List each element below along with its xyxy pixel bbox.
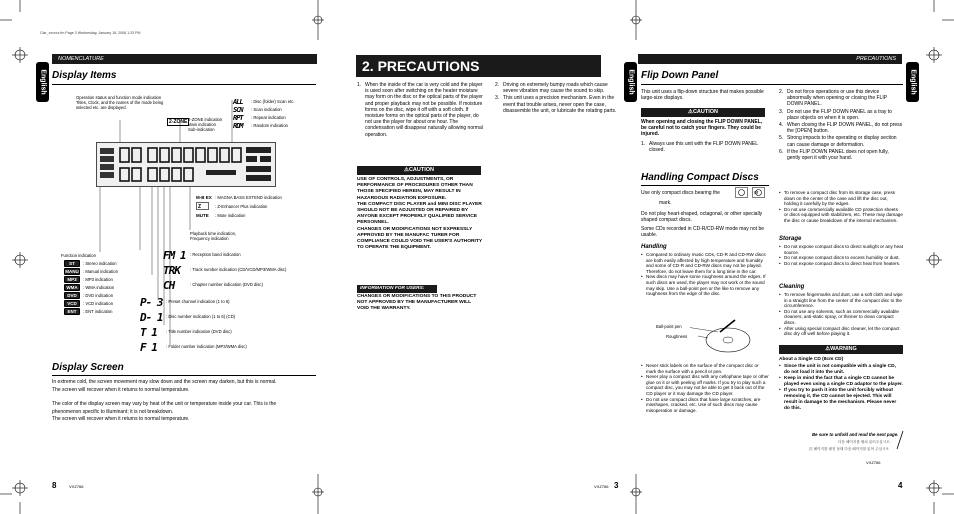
segment-glyph: F 1 [140, 341, 157, 354]
z-enhancer-label: : Z-Enhancer Plus indication [215, 204, 268, 209]
caution-label-right: ⚠CAUTION [641, 108, 765, 117]
warning-label: ⚠WARNING [779, 345, 903, 354]
precautions-banner [356, 55, 601, 77]
section-bar-nomenclature: NOMENCLATURE [52, 54, 317, 64]
segment-glyph: T 1 [140, 326, 157, 339]
mute-label: : Mute indication [215, 213, 246, 218]
list-item: 1. When the inside of the car is very cold and the player is used soon after switching on the heater moisture may form on the disc or the optical parts of the player and proper playback may not be possible. If moisture forms on the disc, wipe it off with a soft cloth. If moisture forms on the optical parts of the player, do not use the player for about one hour. The condensation will disappear naturally allowing normal operation. [357, 82, 483, 138]
divider [52, 84, 316, 85]
cleaning-subtitle: Cleaning [779, 284, 805, 290]
list-item: • If you try to push it into the unit forcibly without removing it, the CD cannot be ejected. This will result in damage to the mechanism. Please never do this. [779, 388, 903, 412]
status-callout: Operation status and function mode indication Titles, Clock, and the names of the mode being selected etc. are displayed. [76, 95, 164, 110]
list-item: 2. Driving on extremely bumpy roads which cause severe vibration may cause the sound to skip. [495, 82, 608, 95]
page-number-right: 4 [898, 481, 903, 490]
mark-text: mark. [659, 200, 672, 206]
footer-note: Be sure to unfold and read the next page. [812, 432, 899, 437]
caution-label-middle: ⚠CAUTION [357, 166, 481, 175]
language-tab-right-inner: English [624, 62, 637, 102]
divider [52, 375, 316, 376]
flip-down-list-col1 [641, 141, 767, 154]
mute-icon: MUTE [196, 213, 209, 218]
storage-subtitle: Storage [779, 236, 802, 242]
model-middle: VXZ766 [594, 484, 609, 489]
page-number-middle: 3 [614, 481, 619, 490]
single-cd-list [779, 364, 903, 412]
list-item: • Do not use compact discs that have large scratches, are misshapen, cracked, etc. Use of such discs may cause misoperation or damage. [641, 397, 769, 414]
disc-edge-diagram [690, 318, 760, 358]
display-items-title: Display Items [52, 70, 117, 81]
precautions-list-col2 [495, 82, 619, 115]
section-bar-precautions: PRECAUTIONS [638, 54, 902, 64]
handling-list [641, 252, 769, 297]
info-text: CHANGES OR MODIFICATIONS TO THIS PRODUCT NOT APPROVED BY THE MANUFACTURER WILL VOID THE WARRANTY. [357, 294, 477, 312]
flip-down-title: Flip Down Panel [641, 70, 719, 81]
segment-label: : Chapter number indication (DVD disc) [190, 282, 263, 287]
playback-label: Playback time indication, Frequency indication [190, 231, 237, 241]
precautions-list-col1 [357, 82, 485, 139]
unfold-arrow-icon [895, 430, 905, 450]
list-item: 5. Strong impacts to the operating or display section can cause damage or deformation. [779, 135, 897, 148]
zone-labels: 2-ZONE indication Main indication Sub-indication [188, 117, 223, 132]
flip-down-caution-text: When opening and closing the FLIP DOWN PANEL, be careful not to catch your fingers. They could be injured. [641, 119, 763, 138]
segment-label: : Disc number indication (1 to 6) (CD) [166, 314, 236, 319]
display-screen-title: Display Screen [52, 362, 124, 373]
handling-list-2 [641, 363, 769, 413]
flip-down-list-col2 [779, 89, 903, 162]
file-header: Clar_xxxxxx.fm Page 3 Wednesday, January 18, 2006 1:33 PM [40, 31, 141, 35]
list-item: • After using special compact disc cleaner, let the compact disc dry off well before playing it. [779, 326, 903, 337]
list-item: • To remove a compact disc from its storage case, press down on the center of the case and lift the disc out, holding it carefully by the edges. [779, 190, 903, 207]
model-right: VXZ766 [866, 460, 881, 465]
model-left: VXZ766 [69, 484, 84, 489]
page-number-left: 8 [52, 481, 57, 490]
list-item: • Never stick labels on the surface of the compact disc or mark the surface with a pencil or pen. [641, 363, 769, 374]
list-item: 3. Do not use the FLIP DOWN PANEL as a tray to place objects on when it is open. [779, 108, 892, 121]
display-screen-para1: In extreme cold, the screen movement may slow down and the screen may darken, but this is normal. The screen will recover when it returns to normal temperature. [52, 379, 277, 393]
list-item: 4. When closing the FLIP DOWN PANEL, do not press the [OPEN] button. [779, 122, 903, 135]
precautions-title: 2. PRECAUTIONS [362, 58, 480, 74]
segment-label: : Preset channel indication (1 to 6) [166, 299, 230, 304]
segment-glyph: FM 1 [163, 249, 186, 262]
list-item: • Do not expose compact discs to excess humidity or dust. [779, 255, 903, 261]
segment-label: : Folder number indication (MP3/WMA disc) [166, 344, 247, 349]
caution-text-middle: USE OF CONTROLS, ADJUSTMENTS, OR PERFORMANCE OF PROCEDURES OTHER THAN THOSE SPECIFIED HEREIN, MAY RESULT IN HAZARDOUS RADIATION EXPOSURE. THE COMPACT DISC PLAYER and MINI DISC PLAYER SHOULD NOT BE ADJUSTED OR REPAIRED BY ANYONE EXCEPT PROPERLY QUALIFIED SERVICE PERSONNEL. CHANGES OR MODIFICATIONS NOT EXPRESSLY APPROVED BY THE MANUFAC TURER FOR COMPLIANCE COULD VOID THE USER'S AUTHORITY TO OPERATE THE EQUIPMENT. [357, 177, 483, 251]
flip-down-intro: This unit uses a flip-down structure that makes possible large-size displays. [641, 89, 764, 102]
list-item: 2. Do not force operations or use this device abnormally when opening or closing the FLIP DOWN PANEL. [779, 89, 887, 108]
magna-icon: M-B EX [196, 195, 212, 200]
svg-text:Z: Z [198, 204, 202, 210]
list-item: 6. If the FLIP DOWN PANEL does not open fully, gently open it with your hand. [779, 148, 889, 162]
list-item: • Keep in mind the fact that a single CD cannot be played even using a single CD adaptor to the player. [779, 376, 903, 388]
divider [641, 84, 903, 85]
list-item: • New discs may have some roughness around the edges. If such discs are used, the player may not work or the sound may skip. Use a ball-point pen or the like to remove any roughness from the edge of the disc. [641, 274, 769, 296]
list-item: • Never play a compact disc with any cellophane tape or other glue on it or with peeling off marks. If you try to play such a compact disc, you may not be able to get it back out of the CD player or it may damage the CD player. [641, 374, 769, 396]
divider [641, 185, 769, 186]
list-item: • To remove fingermarks and dust, use a soft cloth and wipe in a straight line from the center of the compact disc to the circumference. [779, 292, 903, 309]
segment-label: : Reception band indication [190, 252, 241, 257]
or-text: or [754, 190, 759, 196]
zone-icon: 2-ZONE [169, 119, 188, 125]
handling-discs-title: Handling Compact Discs [641, 172, 759, 183]
roughness-label: Roughness [666, 334, 688, 339]
segment-label: : Track number indication (CD/VCD/MP3/WMA disc) [190, 267, 287, 272]
single-cd-title: About a Single CD (8cm CD) [779, 357, 844, 362]
list-item: • Compared to ordinary music CDs, CD-R and CD-RW discs are both easily affected by high temperature and humidity and some of CD-R and CD-RW discs may not be played. Therefore, do not leave them for a long time in the car. [641, 252, 769, 274]
list-item: • Do not use commercially available CD protection sheets or discs equipped with stabilizers, etc. These may damage the disc or cause breakdown of the internal mechanism. [779, 207, 903, 224]
list-item: • Since the unit is not compatible with a single CD, do not load it into the unit. [779, 364, 903, 376]
list-item: 3. This unit uses a precision mechanism. Even in the event that trouble arises, never open the case, disassemble the unit, or lubricate the rotating parts. [495, 95, 617, 114]
list-item: 1. Always use this unit with the FLIP DOWN PANEL closed. [641, 141, 758, 154]
segment-glyph: CH [163, 279, 175, 292]
segment-glyph: D- 1 [140, 311, 163, 324]
handling-subtitle: Handling [641, 244, 667, 250]
footer-korean-2: 次 페이지를 펼친 상태 다음 페이지를 읽어 주십시오 [809, 447, 890, 451]
shaped-discs-text: Do not play heart-shaped, octagonal, or other specially shaped compact discs. [641, 211, 763, 224]
function-title: Function indication [61, 253, 96, 258]
z-enhancer-icon [196, 202, 210, 210]
list-item: • Do not use any solvents, such as commercially available cleaners, anti-static spray, or thinner to clean compact discs. [779, 309, 903, 326]
cleaning-list [779, 292, 903, 337]
ballpoint-label: Ball-point pen [656, 324, 682, 329]
segment-glyph: TRK [163, 264, 180, 277]
storage-list [779, 244, 903, 266]
list-item: • Do not expose compact discs to direct heat from heaters. [779, 261, 903, 267]
cdr-text: Some CDs recorded in CD-R/CD-RW mode may not be usable. [641, 226, 765, 239]
footer-korean-1: 다음 페이지를 펼쳐 읽어주십시오. [838, 440, 891, 444]
segment-glyph: P- 3 [140, 296, 163, 309]
magna-label: : MAGNA BASS EXTEND indication [215, 195, 282, 200]
display-screen-para2: The color of the display screen may vary by heat of the unit or temperature inside your car. This is the phenomenon specific to illuminant; it is not breakdown. The screen will recover when it returns to normal temperature. [52, 401, 277, 422]
segment-label: : Title number indication (DVD disc) [166, 329, 232, 334]
use-only-text: Use only compact discs bearing the [641, 190, 720, 196]
list-item: • Do not expose compact discs to direct sunlight or any heat source. [779, 244, 903, 255]
language-tab-left: English [36, 62, 49, 102]
disc-care-list [779, 190, 903, 224]
language-tab-right-outer: English [906, 62, 919, 102]
cd-logo-icon [735, 187, 765, 199]
info-label: INFORMATION FOR USERS: [357, 285, 437, 293]
